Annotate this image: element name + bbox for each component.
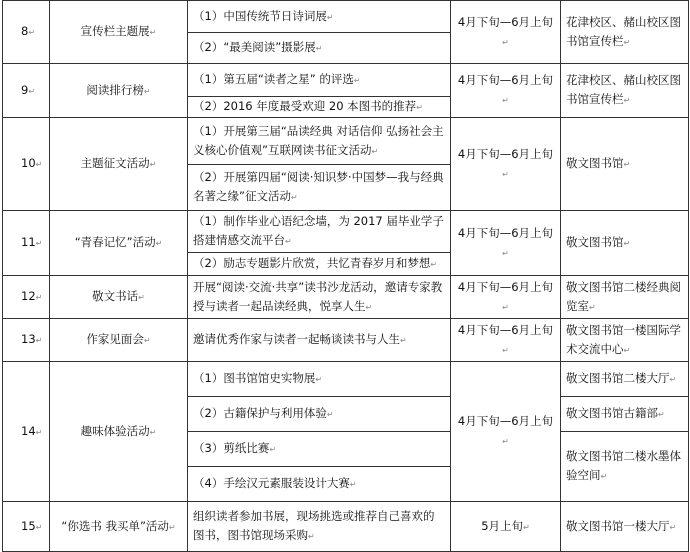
activity-name: 宣传栏主题展↵	[50, 1, 188, 64]
row-number: 8↵	[3, 1, 50, 64]
table-row	[3, 319, 689, 362]
activity-content: （1）第五届“读者之星” 的评选↵	[188, 64, 451, 97]
row-number: 12↵	[3, 276, 50, 319]
activity-place: 花津校区、赭山校区图书馆宣传栏↵	[561, 64, 689, 118]
activity-time: 4月下旬—6月上旬↵	[451, 362, 561, 502]
activity-place: 敬文图书馆二楼大厅↵	[561, 362, 689, 397]
activity-place: 敬文图书馆一楼国际学术交流中心↵	[561, 319, 689, 362]
activity-content: （1）制作毕业心语纪念墙，为 2017 届毕业学子搭建情感交流平台↵	[188, 211, 451, 253]
activity-content: （1）中国传统节日诗词展↵	[188, 1, 451, 33]
activity-name: “你选书 我买单”活动↵	[50, 502, 188, 552]
activity-place: 敬文图书馆二楼经典阅览室↵	[561, 276, 689, 319]
activity-time: 4月下旬—6月上旬↵	[451, 319, 561, 362]
activity-place: 敬文图书馆古籍部↵	[561, 397, 689, 432]
activity-name: 趣味体验活动↵	[50, 362, 188, 502]
row-number: 10↵	[3, 118, 50, 211]
activity-time: 4月下旬—6月上旬↵	[451, 118, 561, 211]
activity-content: （1）图书馆馆史实物展↵	[188, 362, 451, 397]
table-row	[3, 502, 689, 552]
activity-name: 主题征文活动↵	[50, 118, 188, 211]
activity-name: 敬文书话↵	[50, 276, 188, 319]
activity-content: 开展“阅读·交流·共享”读书沙龙活动，邀请专家教授与读者一起品读经典，悦享人生↵	[188, 276, 451, 319]
table-row	[3, 211, 689, 253]
table-row	[3, 1, 689, 33]
activity-name: 作家见面会↵	[50, 319, 188, 362]
row-number: 11↵	[3, 211, 50, 276]
table-row	[3, 276, 689, 319]
activity-name: “青春记忆”活动↵	[50, 211, 188, 276]
activity-time: 4月下旬—6月上旬↵	[451, 276, 561, 319]
activity-time: 4月下旬—6月上旬↵	[451, 64, 561, 118]
activity-schedule-table	[2, 0, 689, 552]
activity-content: （4）手绘汉元素服装设计大赛↵	[188, 467, 451, 502]
activity-place: 敬文图书馆↵	[561, 211, 689, 276]
activity-name: 阅读排行榜↵	[50, 64, 188, 118]
activity-content: （2）2016 年度最受欢迎 20 本图书的推荐↵	[188, 97, 451, 118]
activity-time: 4月下旬—6月上旬↵	[451, 211, 561, 276]
activity-time: 5月上旬↵	[451, 502, 561, 552]
table-row	[3, 118, 689, 165]
activity-place: 敬文图书馆↵	[561, 118, 689, 211]
activity-place: 花津校区、赭山校区图书馆宣传栏↵	[561, 1, 689, 64]
activity-content: （3）剪纸比赛↵	[188, 432, 451, 467]
activity-content: 组织读者参加书展，现场挑选或推荐自己喜欢的图书，图书馆现场采购↵	[188, 502, 451, 552]
row-number: 13↵	[3, 319, 50, 362]
activity-content: （1）开展第三届“品读经典 对话信仰 弘扬社会主义核心价值观”互联网读书征文活动↵	[188, 118, 451, 165]
activity-content: （2）开展第四届“阅读·知识梦·中国梦—我与经典名著之缘”征文活动↵	[188, 165, 451, 211]
activity-time: 4月下旬—6月上旬↵	[451, 1, 561, 64]
activity-place: 敬文图书馆一楼大厅↵	[561, 502, 689, 552]
row-number: 14↵	[3, 362, 50, 502]
table-row	[3, 362, 689, 397]
table-row	[3, 64, 689, 97]
row-number: 15↵	[3, 502, 50, 552]
row-number: 9↵	[3, 64, 50, 118]
activity-content: （2）励志专题影片欣赏，共忆青春岁月和梦想↵	[188, 253, 451, 276]
activity-content: （2）“最美阅读”摄影展↵	[188, 33, 451, 64]
activity-content: 邀请优秀作家与读者一起畅谈读书与人生↵	[188, 319, 451, 362]
activity-place: 敬文图书馆二楼水墨体验空间↵	[561, 432, 689, 502]
activity-content: （2）古籍保护与利用体验↵	[188, 397, 451, 432]
